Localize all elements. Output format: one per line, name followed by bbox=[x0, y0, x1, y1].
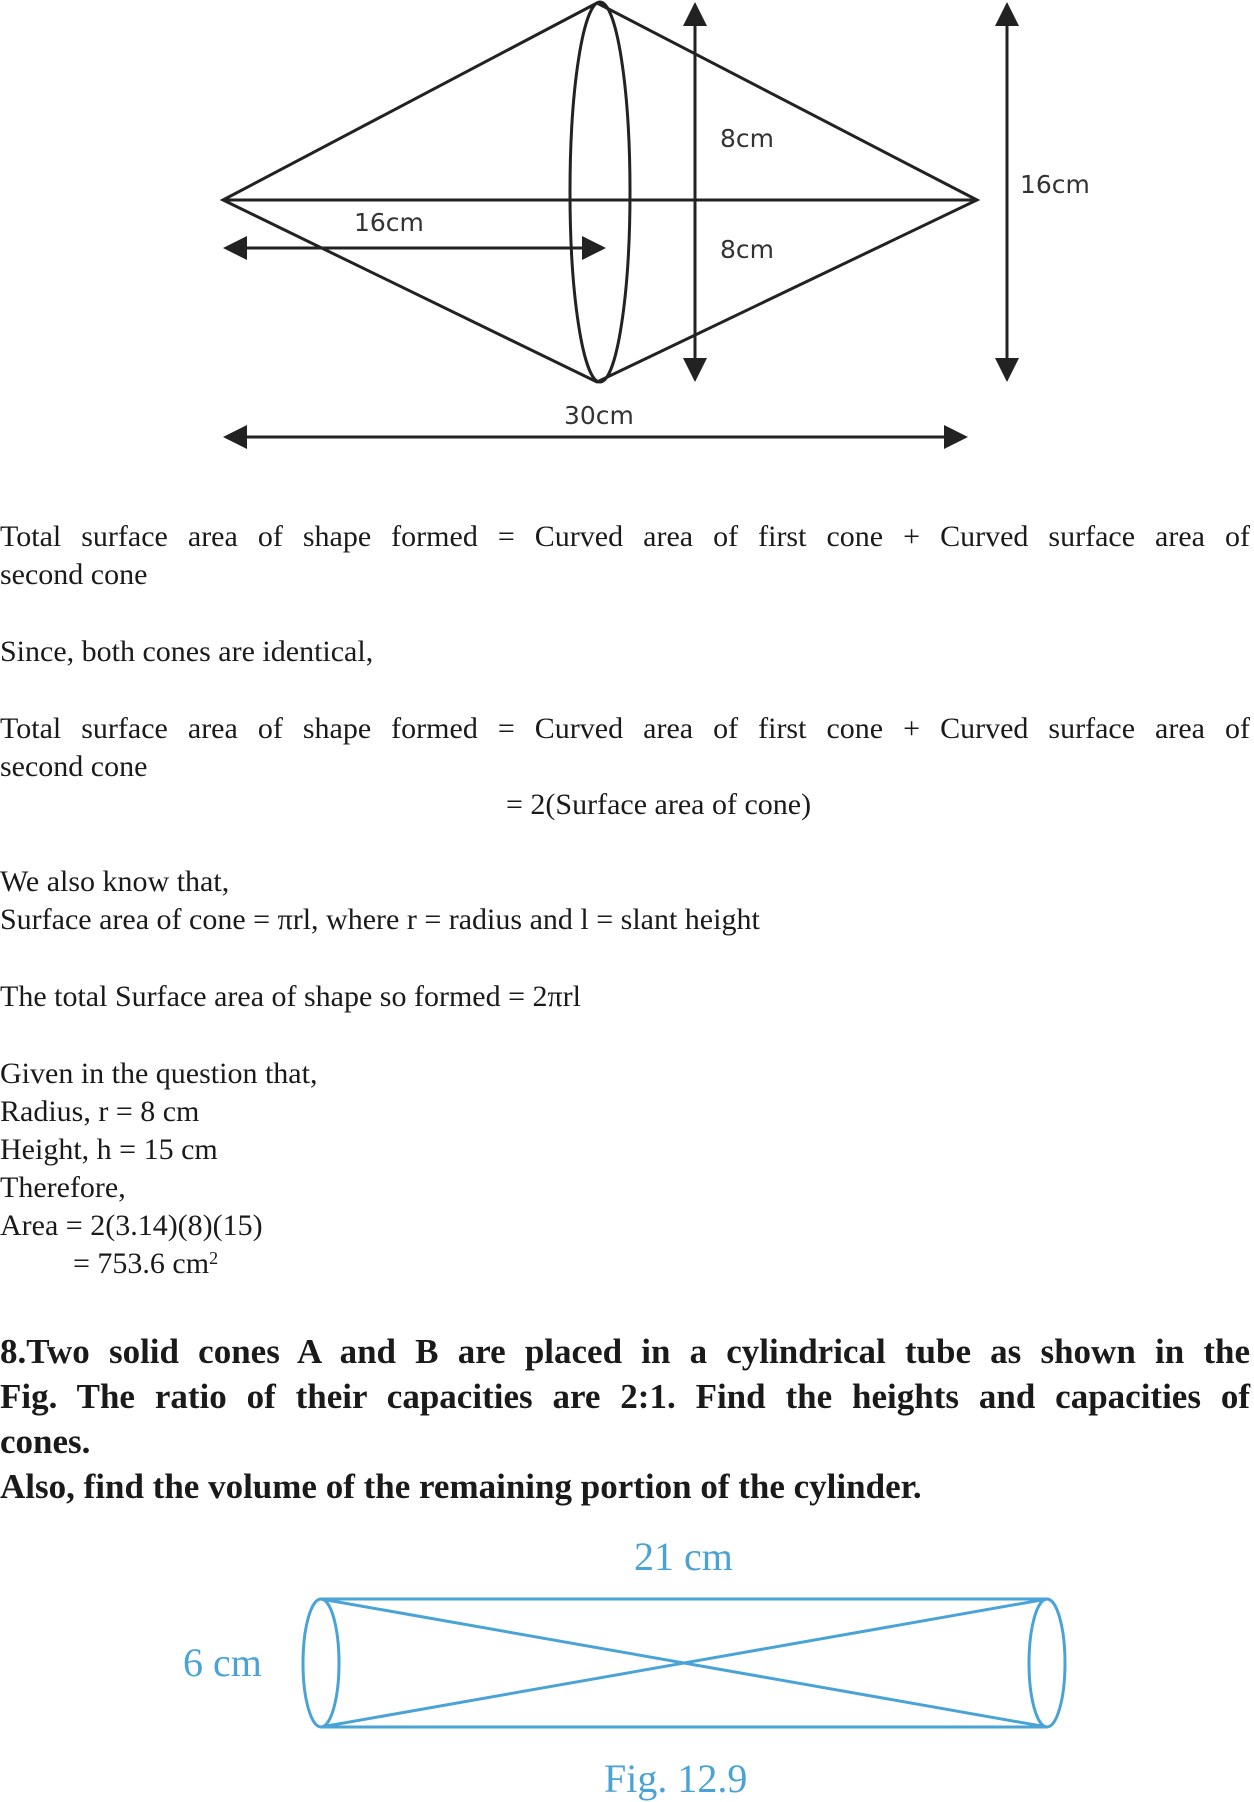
label-lower-half: 8cm bbox=[720, 235, 775, 264]
text-line: Radius, r = 8 cm bbox=[0, 1095, 200, 1128]
text-line: Total surface area of shape formed = Curved area of first cone + Curved surface area of bbox=[0, 520, 1250, 553]
label-total-height: 16cm bbox=[1020, 170, 1090, 199]
cylinder-figure bbox=[0, 1520, 1254, 1802]
text-line-result bbox=[73, 1245, 218, 1283]
text-line: = 2(Surface area of cone) bbox=[506, 788, 812, 821]
label-total-length: 30cm bbox=[564, 401, 634, 430]
text-line: Area = 2(3.14)(8)(15) bbox=[0, 1209, 263, 1242]
question-line: Fig. The ratio of their capacities are 2:1. Find the heights and capacities of bbox=[0, 1377, 1250, 1416]
text-line: Since, both cones are identical, bbox=[0, 635, 374, 668]
label-upper-half: 8cm bbox=[720, 124, 775, 153]
text-line: Given in the question that, bbox=[0, 1057, 318, 1090]
label-length: 21 cm bbox=[634, 1534, 733, 1579]
text-line: Therefore, bbox=[0, 1171, 126, 1204]
cylinder-left-end bbox=[303, 1599, 339, 1727]
figure-caption: Fig. 12.9 bbox=[604, 1756, 748, 1801]
double-cone-figure bbox=[0, 0, 1254, 460]
cylinder-right-end bbox=[1029, 1599, 1065, 1727]
result-value: = 753.6 cm bbox=[73, 1247, 210, 1280]
question-line: Also, find the volume of the remaining portion of the cylinder. bbox=[0, 1467, 922, 1506]
text-line: We also know that, bbox=[0, 865, 230, 898]
cone-outline bbox=[223, 3, 977, 382]
question-line: 8.Two solid cones A and B are placed in a cylindrical tube as shown in the bbox=[0, 1332, 1250, 1371]
question-line: cones. bbox=[0, 1422, 91, 1461]
result-exponent: 2 bbox=[209, 1248, 219, 1268]
text-line: second cone bbox=[0, 558, 148, 591]
label-slant: 16cm bbox=[354, 208, 424, 237]
text-line: Surface area of cone = πrl, where r = radius and l = slant height bbox=[0, 903, 760, 936]
text-line: The total Surface area of shape so formed = 2πrl bbox=[0, 980, 582, 1013]
text-line: second cone bbox=[0, 750, 148, 783]
label-diameter: 6 cm bbox=[183, 1640, 262, 1685]
cone-base-ellipse bbox=[570, 2, 630, 382]
text-line: Total surface area of shape formed = Curved area of first cone + Curved surface area of bbox=[0, 712, 1250, 745]
text-line: Height, h = 15 cm bbox=[0, 1133, 218, 1166]
